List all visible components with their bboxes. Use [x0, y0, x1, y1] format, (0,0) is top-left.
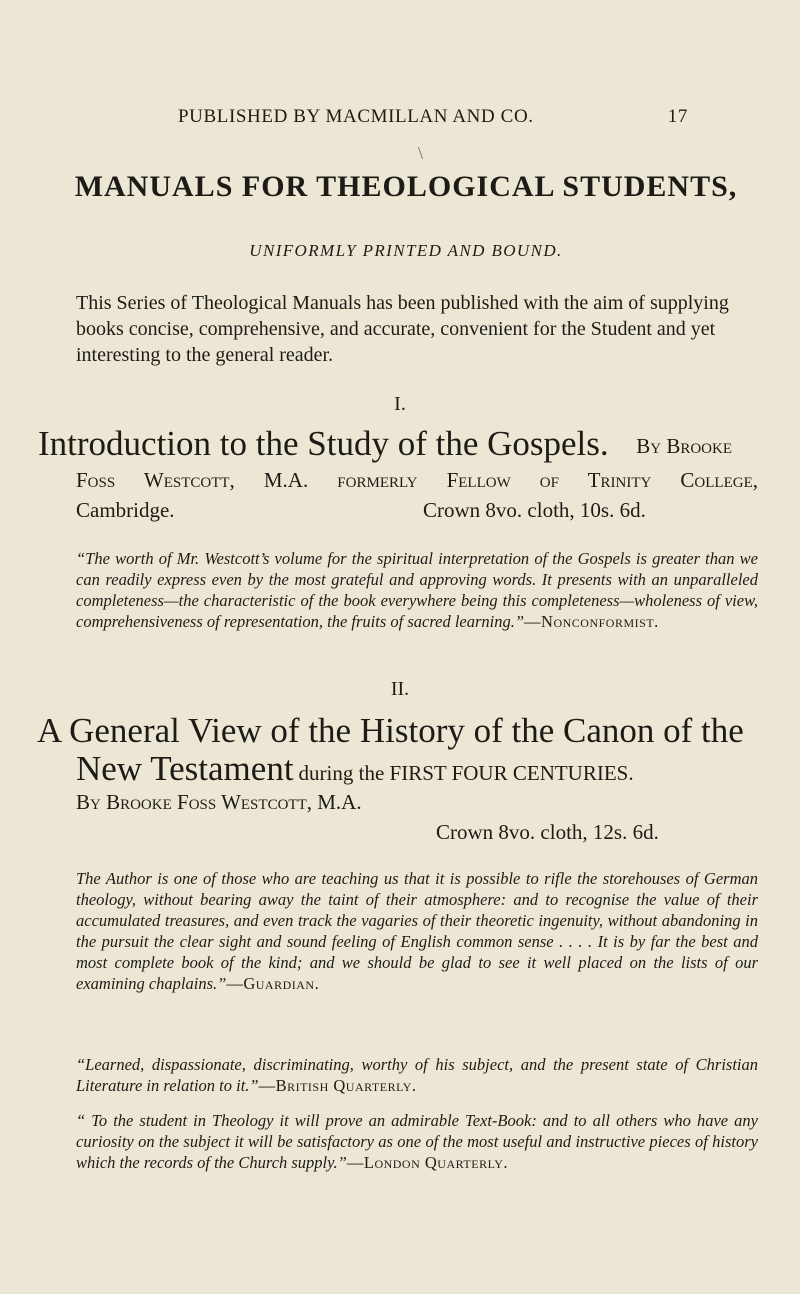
- book-format-price: Crown 8vo. cloth, 10s. 6d.: [423, 498, 646, 522]
- review-text: “ To the student in Theology it will prove an admirable Text-Book: and to all others who have any curiosity on the subject it will be satisfactory as one of the most useful and instructive pieces of history which the records of the Church supply.”: [76, 1111, 758, 1172]
- item-numeral: I.: [394, 393, 406, 415]
- book-title-continued: [76, 749, 634, 789]
- book-author-prefix: By Brooke: [636, 434, 732, 458]
- book-title-main: New Testament: [76, 749, 294, 788]
- book-title: A General View of the History of the Canon of the: [37, 711, 744, 750]
- page-title: MANUALS FOR THEOLOGICAL STUDENTS,: [74, 170, 738, 203]
- book-author: By Brooke Foss Westcott, M.A.: [76, 790, 362, 814]
- item-numeral: II.: [390, 678, 410, 700]
- book-format-price: Crown 8vo. cloth, 12s. 6d.: [436, 820, 659, 844]
- intro-paragraph: This Series of Theological Manuals has been published with the aim of supplying books concise, comprehensive, and accurate, convenient for the Student and yet interesting to the general reader.: [76, 292, 729, 366]
- review-source: —British Quarterly.: [258, 1076, 417, 1095]
- running-title: PUBLISHED BY MACMILLAN AND CO.: [178, 106, 534, 127]
- book-place: Cambridge.: [76, 498, 175, 522]
- review-source: —Guardian.: [226, 974, 320, 993]
- book-title-subtitle: during the FIRST FOUR CENTURIES.: [298, 761, 634, 785]
- book-title: Introduction to the Study of the Gospels.: [38, 424, 609, 463]
- review-text: The Author is one of those who are teaching us that it is possible to rifle the storehouses of German theology, without bearing away the taint of their atmosphere: and to recognise the value of their accumulated treasures, and even track the vagaries of their theoretic ingenuity, without abandoning in the pursuit the clear sight and sound feeling of English common sense . . . . It is by far the best and most complete book of the kind; and we should be glad to see it well placed on the lists of our examining chaplains.”: [76, 869, 758, 993]
- page-subtitle: UNIFORMLY PRINTED AND BOUND.: [249, 241, 563, 260]
- review-quote: [76, 1110, 758, 1173]
- review-source: —Nonconformist.: [524, 612, 659, 631]
- margin-mark: \: [418, 143, 424, 163]
- review-text: “The worth of Mr. Westcott’s volume for the spiritual interpretation of the Gospels is greater than we can readily express even by the most grateful and approving words. It presents with an unparalleled completeness—the characteristic of the book everywhere being this completeness—wholeness of view, comprehensiveness of representation, the fruits of sacred learning.”: [76, 549, 758, 631]
- page-number: 17: [667, 106, 688, 127]
- review-quote: [76, 868, 758, 994]
- review-quote: [76, 548, 758, 632]
- book-author: Foss Westcott, M.A. formerly Fellow of Trinity College,: [76, 468, 758, 492]
- review-text: “Learned, dispassionate, discriminating, worthy of his subject, and the present state of Christian Literature in relation to it.”: [76, 1055, 758, 1095]
- review-source: —London Quarterly.: [346, 1153, 509, 1172]
- review-quote: [76, 1054, 758, 1096]
